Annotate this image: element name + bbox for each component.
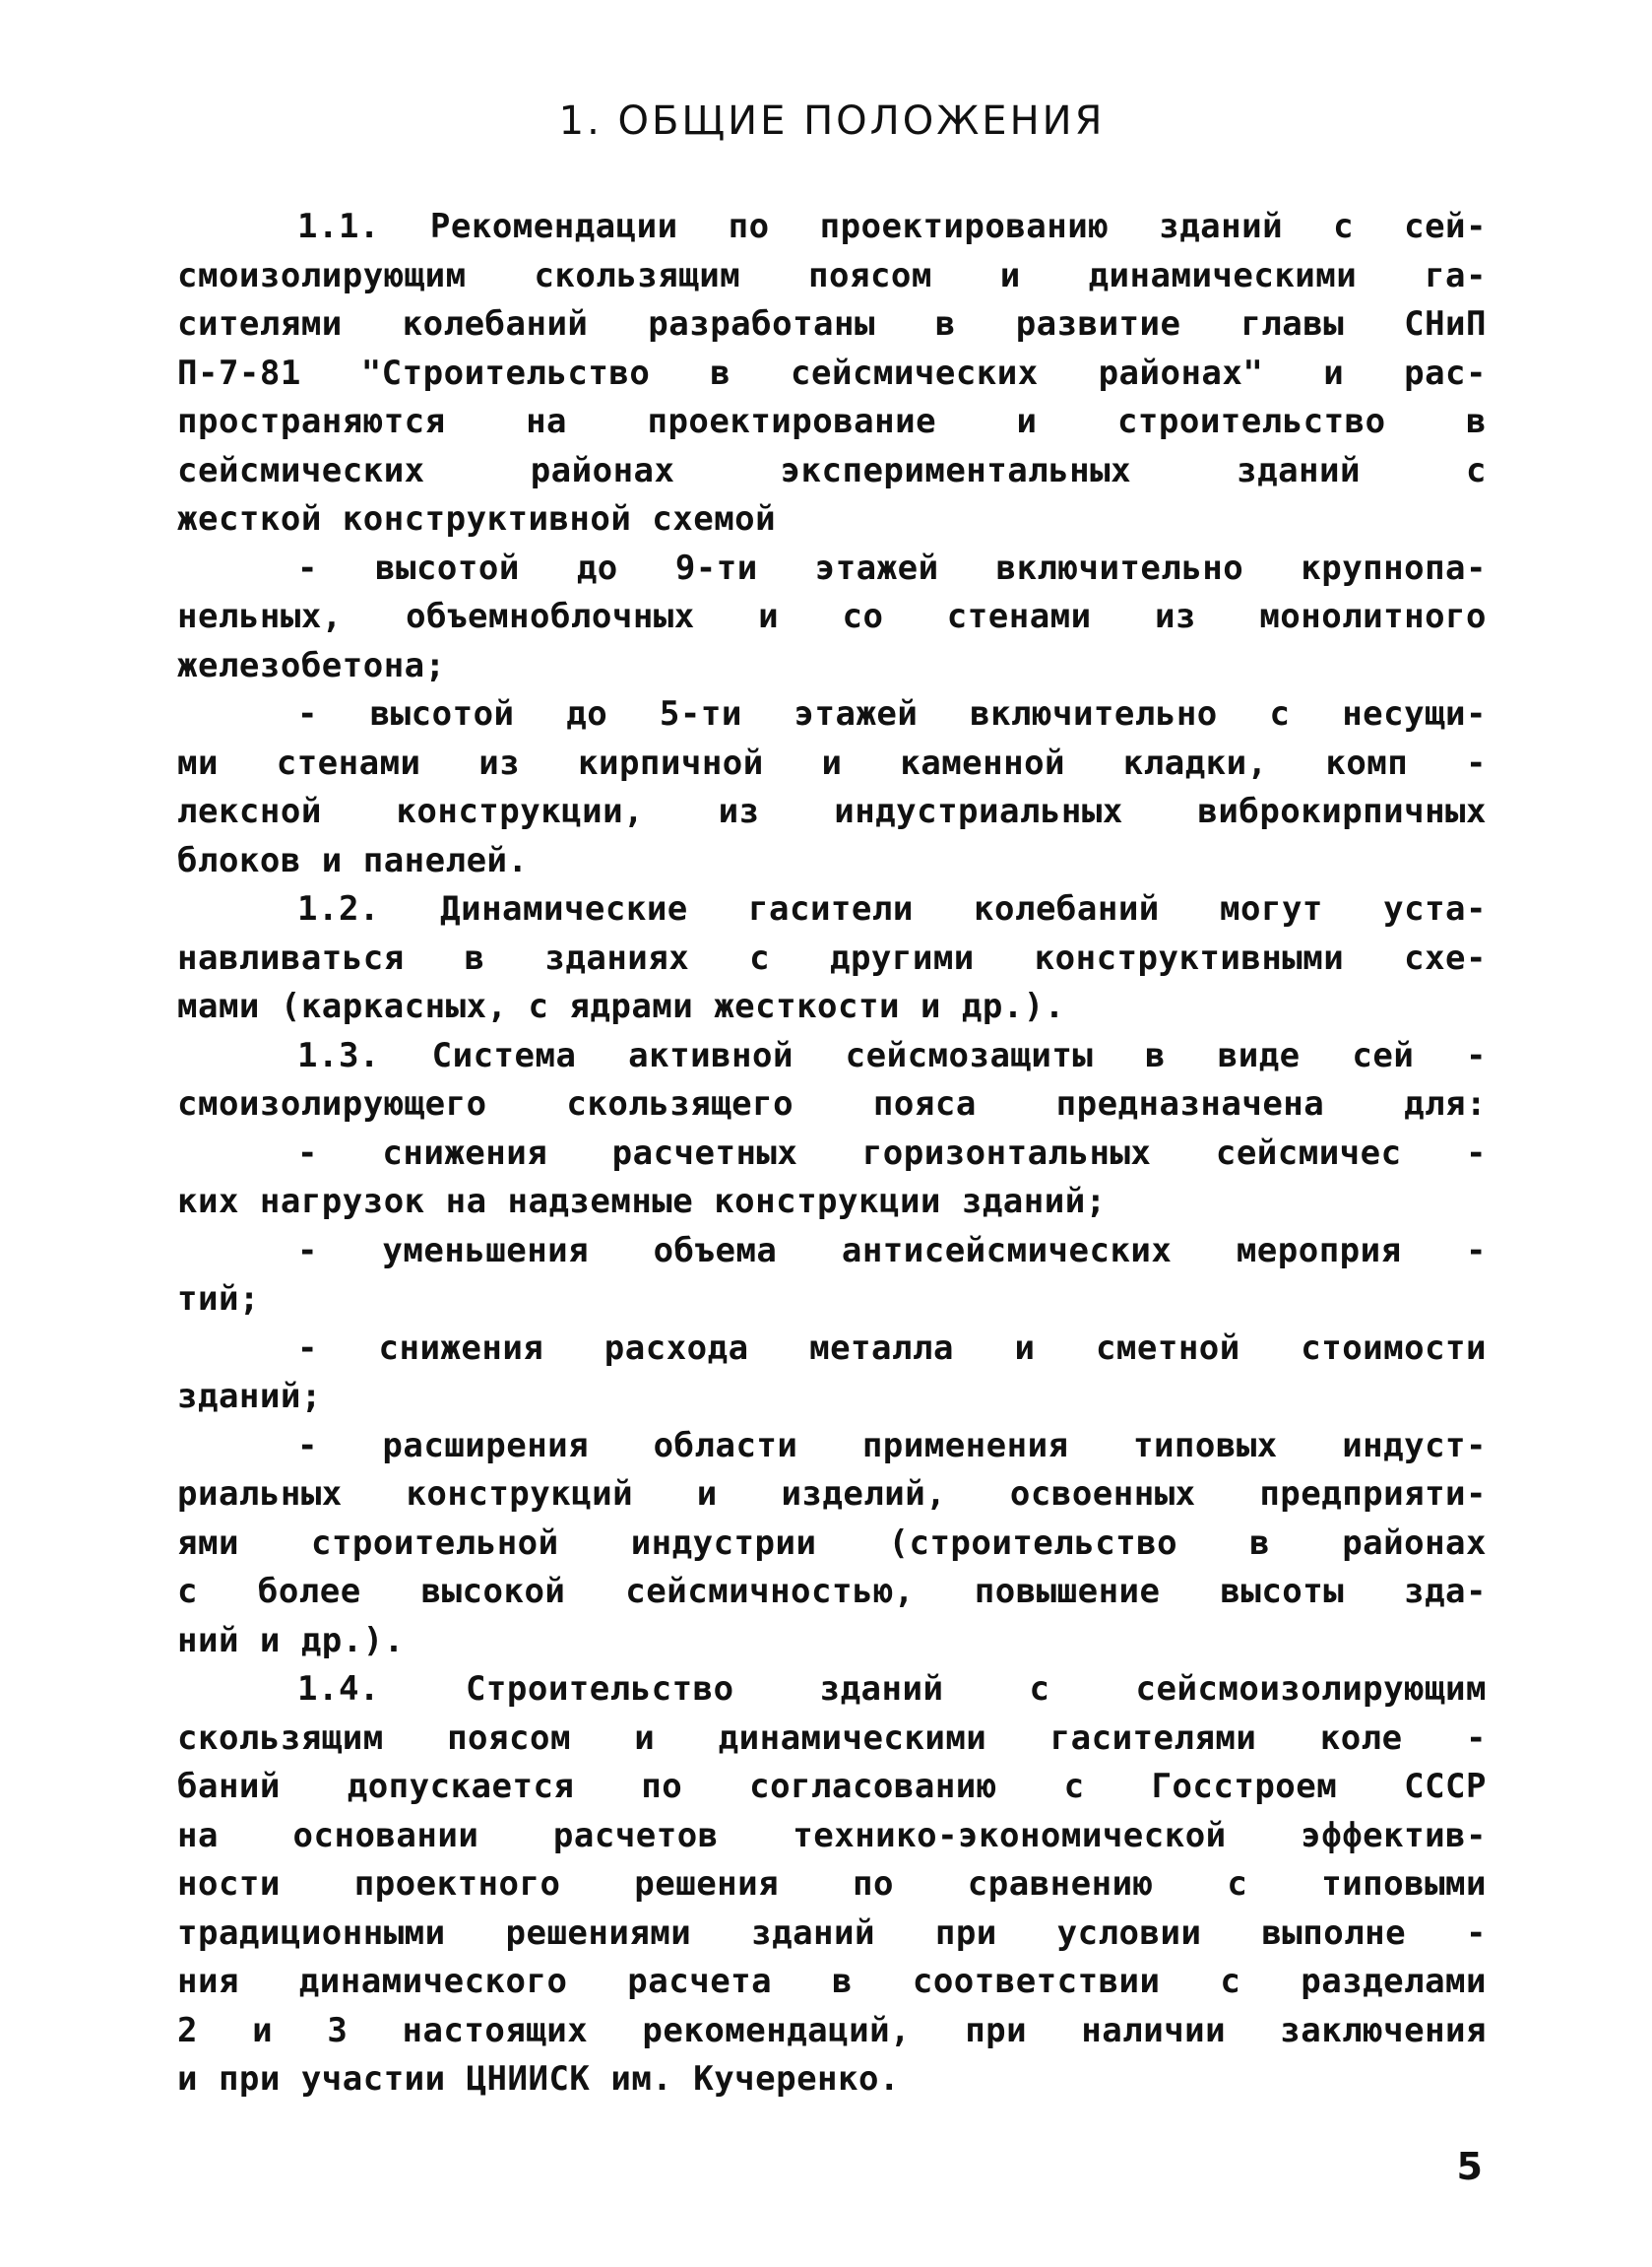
text-line: сителями колебаний разработаны в развитие главы СНиП	[177, 304, 1487, 344]
text-line: зданий;	[177, 1377, 322, 1416]
text-line: - уменьшения объема антисейсмических мероприя -	[297, 1230, 1487, 1270]
text-line: - расширения области применения типовых индуст-	[297, 1425, 1487, 1465]
body-text	[177, 203, 1487, 2105]
text-line: мами (каркасных, с ядрами жесткости и др.).	[177, 987, 1065, 1026]
text-line: - снижения расхода металла и сметной стоимости	[297, 1328, 1487, 1368]
text-line: баний допускается по согласованию с Госстроем СССР	[177, 1767, 1487, 1806]
text-line: - высотой до 9-ти этажей включительно крупнопа-	[297, 548, 1487, 588]
text-line: традиционными решениями зданий при условии выполне -	[177, 1912, 1487, 1953]
document-page	[177, 98, 1487, 2216]
text-line: риальных конструкций и изделий, освоенных предприяти-	[177, 1474, 1487, 1514]
text-line: сейсмических районах экспериментальных зданий с	[177, 450, 1487, 490]
text-line: железобетона;	[177, 645, 446, 685]
text-line: смоизолирующего скользящего пояса предназначена для:	[177, 1084, 1487, 1124]
page-number: 5	[1456, 2145, 1483, 2188]
text-line: лексной конструкции, из индустриальных виброкирпичных	[177, 792, 1487, 831]
text-line: - высотой до 5-ти этажей включительно с несущи-	[297, 694, 1487, 734]
text-line: навливаться в зданиях с другими конструктивными схе-	[177, 938, 1487, 978]
text-line: 1.2. Динамические гасители колебаний могут уста-	[297, 889, 1487, 929]
text-line: жесткой конструктивной схемой	[177, 499, 777, 539]
text-line: ний и др.).	[177, 1620, 405, 1660]
text-line: 1.4. Строительство зданий с сейсмоизолирующим	[297, 1669, 1487, 1709]
text-line: - снижения расчетных горизонтальных сейсмичес -	[297, 1133, 1487, 1173]
text-line: блоков и панелей.	[177, 840, 529, 880]
text-line: ями строительной индустрии (строительство в районах	[177, 1522, 1487, 1563]
text-line: 1.3. Система активной сейсмозащиты в виде сей -	[297, 1035, 1487, 1075]
text-line: 1.1. Рекомендации по проектированию зданий с сей-	[297, 207, 1487, 246]
text-line: нельных, объемноблочных и со стенами из монолитного	[177, 597, 1487, 636]
text-line: на основании расчетов технико-экономической эффектив-	[177, 1815, 1487, 1855]
text-line: ности проектного решения по сравнению с типовыми	[177, 1864, 1487, 1904]
text-line: П-7-81 "Строительство в сейсмических районах" и рас-	[177, 353, 1487, 393]
section-heading: 1. ОБЩИЕ ПОЛОЖЕНИЯ	[558, 98, 1106, 144]
text-line: с более высокой сейсмичностью, повышение высоты зда-	[177, 1572, 1487, 1611]
text-line: ми стенами из кирпичной и каменной кладки, комп -	[177, 743, 1487, 783]
text-line: смоизолирующим скользящим поясом и динамическими га-	[177, 255, 1487, 295]
text-line: и при участии ЦНИИСК им. Кучеренко.	[177, 2059, 900, 2099]
text-line: 2 и 3 настоящих рекомендаций, при наличии заключения	[177, 2010, 1487, 2050]
text-line: ких нагрузок на надземные конструкции зданий;	[177, 1182, 1107, 1221]
text-line: пространяются на проектирование и строительство в	[177, 402, 1487, 441]
text-line: тий;	[177, 1279, 260, 1319]
text-line: ния динамического расчета в соответствии с разделами	[177, 1962, 1487, 2001]
text-line: скользящим поясом и динамическими гасителями коле -	[177, 1717, 1487, 1758]
